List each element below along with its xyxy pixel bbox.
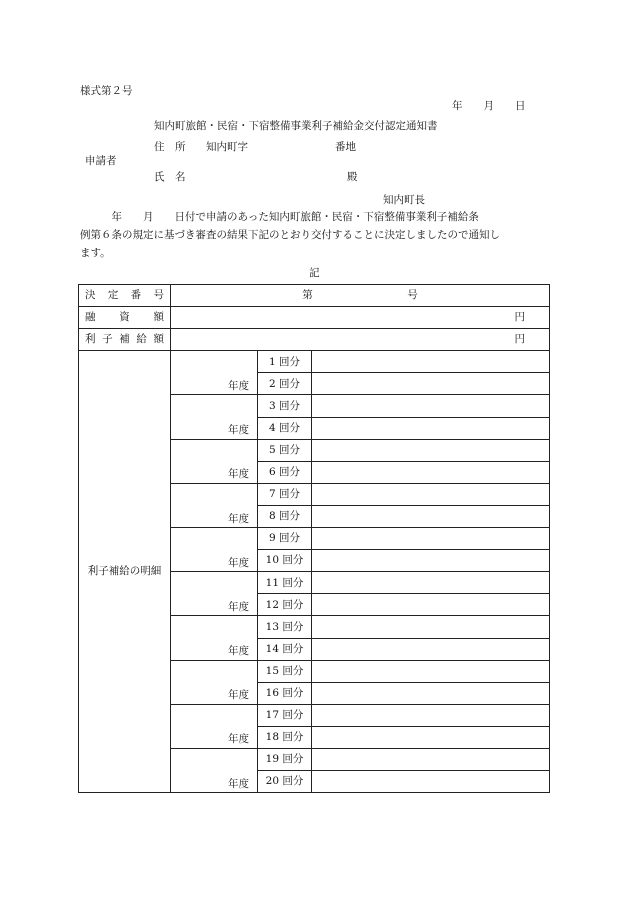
- installment-amount: [312, 351, 550, 373]
- installment-label: 19 回分: [258, 748, 312, 770]
- date-line: 年 月 日: [452, 100, 526, 112]
- fiscal-year-cell: 年度: [171, 395, 258, 439]
- installment-amount: [312, 594, 550, 616]
- installment-amount: [312, 572, 550, 594]
- form-number: 様式第２号: [80, 85, 133, 97]
- body-line-2: 例第６条の規定に基づき審査の結果下記のとおり交付することに決定しましたので通知し: [80, 229, 500, 241]
- fiscal-year-cell: 年度: [171, 616, 258, 660]
- installment-amount: [312, 660, 550, 682]
- applicant-label: 申請者: [85, 155, 117, 167]
- address-suffix: 番地: [335, 141, 356, 153]
- address-value: 知内町字: [206, 141, 248, 153]
- installment-amount: [312, 417, 550, 439]
- fiscal-year-cell: 年度: [171, 439, 258, 483]
- installment-label: 7 回分: [258, 483, 312, 505]
- installment-amount: [312, 616, 550, 638]
- detail-label: 利子補給の明細: [79, 351, 171, 793]
- installment-label: 1 回分: [258, 351, 312, 373]
- subsidy-amount-unit: 円: [171, 329, 550, 351]
- installment-amount: [312, 704, 550, 726]
- fiscal-year-cell: 年度: [171, 351, 258, 395]
- table-row: [79, 285, 550, 307]
- table-row: [79, 351, 550, 373]
- installment-label: 12 回分: [258, 594, 312, 616]
- installment-label: 11 回分: [258, 572, 312, 594]
- installment-label: 10 回分: [258, 550, 312, 572]
- installment-amount: [312, 373, 550, 395]
- table-row: [79, 329, 550, 351]
- address-label: 住 所: [154, 141, 186, 153]
- installment-amount: [312, 771, 550, 793]
- installment-label: 8 回分: [258, 505, 312, 527]
- installment-label: 16 回分: [258, 682, 312, 704]
- installment-label: 9 回分: [258, 528, 312, 550]
- installment-label: 5 回分: [258, 439, 312, 461]
- installment-amount: [312, 748, 550, 770]
- fiscal-year-cell: 年度: [171, 704, 258, 748]
- document-title: 知内町旅館・民宿・下宿整備事業利子補給金交付認定通知書: [154, 120, 438, 132]
- installment-amount: [312, 638, 550, 660]
- installment-amount: [312, 726, 550, 748]
- installment-label: 3 回分: [258, 395, 312, 417]
- name-label: 氏 名: [154, 171, 186, 183]
- installment-amount: [312, 505, 550, 527]
- installment-label: 17 回分: [258, 704, 312, 726]
- installment-amount: [312, 439, 550, 461]
- installment-label: 20 回分: [258, 771, 312, 793]
- installment-amount: [312, 550, 550, 572]
- installment-label: 6 回分: [258, 461, 312, 483]
- table-row: [79, 307, 550, 329]
- installment-label: 14 回分: [258, 638, 312, 660]
- installment-amount: [312, 528, 550, 550]
- installment-label: 13 回分: [258, 616, 312, 638]
- name-suffix: 殿: [347, 171, 358, 183]
- loan-amount-unit: 円: [171, 307, 550, 329]
- installment-amount: [312, 461, 550, 483]
- fiscal-year-cell: 年度: [171, 748, 258, 792]
- ki-heading: 記: [309, 267, 320, 279]
- loan-amount-label: 融 資 額: [79, 307, 171, 329]
- decision-number-value: 第 号: [171, 285, 550, 307]
- fiscal-year-cell: 年度: [171, 572, 258, 616]
- installment-amount: [312, 682, 550, 704]
- installment-label: 18 回分: [258, 726, 312, 748]
- fiscal-year-cell: 年度: [171, 660, 258, 704]
- body-line-3: ます。: [80, 247, 111, 259]
- body-line-1: 年 月 日付で申請のあった知内町旅館・民宿・下宿整備事業利子補給条: [80, 211, 479, 223]
- installment-amount: [312, 483, 550, 505]
- installment-label: 2 回分: [258, 373, 312, 395]
- subsidy-amount-label: 利子補給額: [79, 329, 171, 351]
- installment-amount: [312, 395, 550, 417]
- fiscal-year-cell: 年度: [171, 483, 258, 527]
- fiscal-year-cell: 年度: [171, 528, 258, 572]
- installment-label: 4 回分: [258, 417, 312, 439]
- issuer: 知内町長: [383, 194, 425, 206]
- details-table: [78, 284, 550, 793]
- installment-label: 15 回分: [258, 660, 312, 682]
- decision-number-label: 決 定 番 号: [79, 285, 171, 307]
